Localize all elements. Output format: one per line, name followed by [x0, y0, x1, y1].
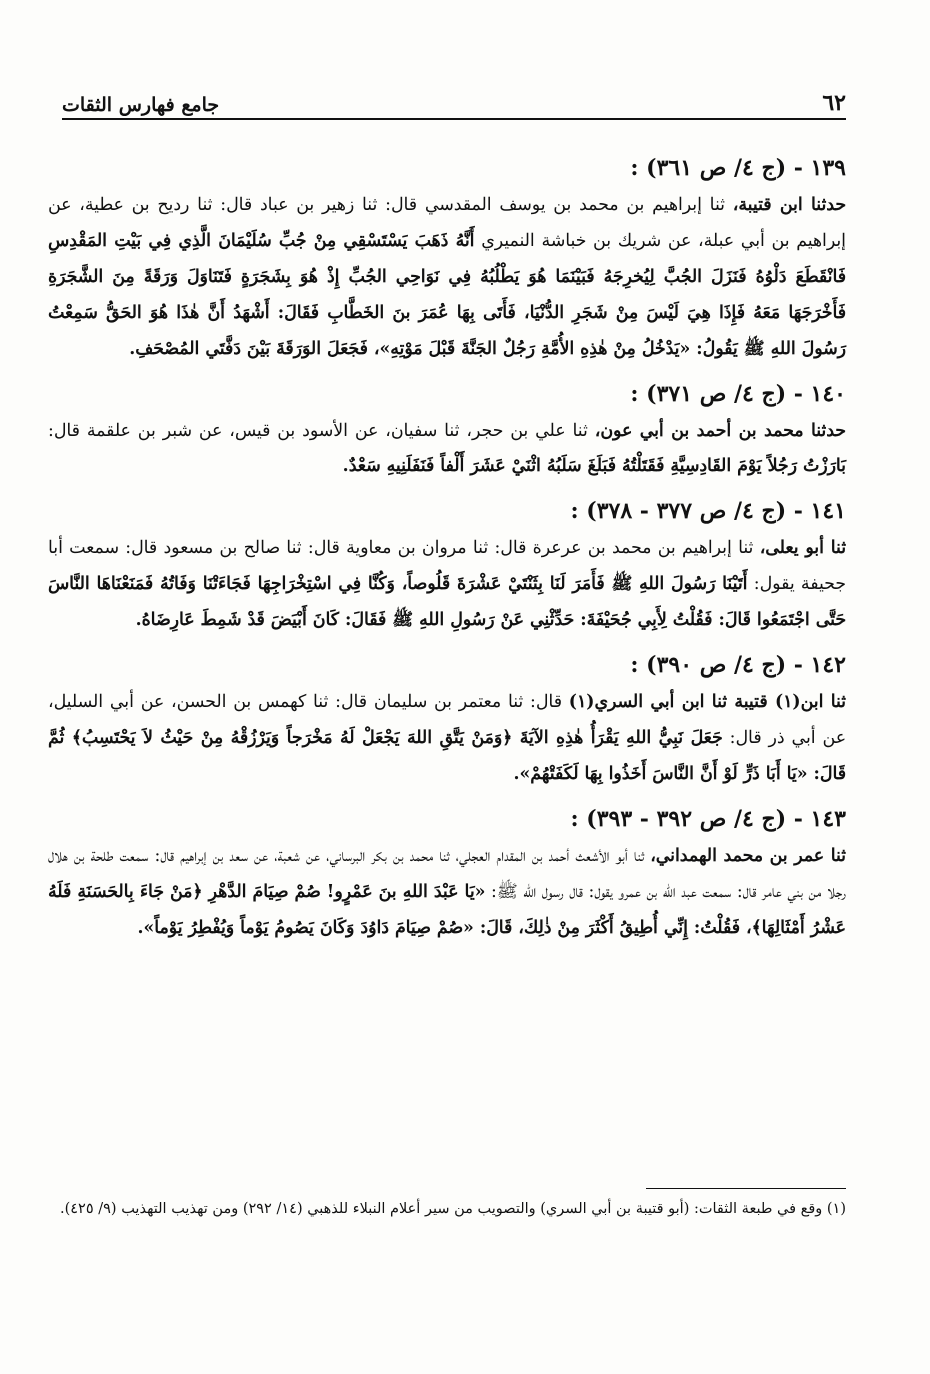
entry-142	[48, 645, 846, 793]
entry-isnad: ثنا إبراهيم بن محمد بن يوسف المقدسي قال: ثنا زهير بن عباد قال: ثنا رديح بن عطية، عن إبراهيم بن أبي عبلة، عن شريك بن خباشة النميري	[48, 195, 846, 251]
running-header	[62, 84, 846, 120]
entry-heading: ١٤٣ - (ج ٤/ ص ٣٩٢ - ٣٩٣) :	[570, 805, 846, 832]
entry-text	[48, 531, 846, 639]
entry-text	[48, 188, 846, 368]
entry-hadith: بَارَزْتُ رَجُلاً يَوْمَ القَادِسِيَّةِ فَقَتَلْتُهُ فَبَلَغَ سَلَبُهُ اثْنَيْ عَشَرَ أَلْفاً فَنَفَلَنِيهِ سَعْدٌ.	[342, 456, 846, 477]
page-content	[48, 148, 846, 953]
entry-141	[48, 491, 846, 639]
page-number: ٦٢	[822, 90, 846, 116]
entry-isnad: ثنا إبراهيم بن محمد بن عرعرة قال: ثنا مروان بن معاوية قال: ثنا صالح بن مسعود قال: سمعت أبا جحيفة يقول:	[48, 538, 846, 595]
running-title: جامع فهارس الثقات	[62, 94, 220, 116]
entry-text	[48, 839, 846, 947]
entry-heading: ١٤٠ - (ج ٤/ ص ٣٧١) :	[630, 380, 846, 407]
entry-heading: ١٤١ - (ج ٤/ ص ٣٧٧ - ٣٧٨) :	[570, 498, 846, 525]
entry-text	[48, 685, 846, 793]
entry-lead: ثنا أبو يعلى،	[759, 538, 847, 559]
entry-lead: ثنا ابن(١) قتيبة ثنا ابن أبي السري(١)	[568, 692, 846, 713]
entry-143	[48, 799, 846, 947]
entry-text	[48, 414, 846, 486]
entry-heading: ١٤٢ - (ج ٤/ ص ٣٩٠) :	[630, 652, 846, 679]
entry-hadith: أَنَّهُ ذَهَبَ يَسْتَسْقِي مِنْ جُبِّ سُلَيْمَانَ الَّذِي فِي بَيْتِ المَقْدِسِ فَانْقَطَعَ دَلْوُهُ فَنَزَلَ الجُبَّ لِيُخرِجَهُ فَبَيْنَمَا هُوَ يَطْلُبُهُ فِي نَوَاحِي الجُبِّ إِذْ هُوَ بِشَجَرَةٍ فَتَنَاوَلَ وَرَقَةً مِنَ الشَّجَرَةِ فَأَخْرَجَهَا مَعَهُ فَإِذَا هِيَ لَيْسَ مِنْ شَجَرِ الدُّنْيَا، فَأَتَى بِهَا عُمَرَ بنَ الخَطَّابِ فَقَالَ: أَشْهَدُ أَنَّ هٰذَا هُوَ الحَقُّ سَمِعْتُ رَسُولَ اللهِ ﷺ يَقُولُ: «يَدْخُلُ مِنْ هٰذِهِ الأُمَّةِ رَجُلٌ الجَنَّةَ قَبْلَ مَوْتِهِ»، فَجَعَلَ الوَرَقَةَ بَيْنَ دَفَّتَي المُصْحَفِ.	[48, 230, 846, 359]
entry-lead: حدثنا ابن قتيبة،	[732, 195, 847, 215]
entry-isnad: ثنا أبو الأشعث أحمد بن المقدام العجلي، ثنا محمد بن بكر البرساني، عن شعبة، عن سعد بن إبراهيم قال: سمعت طلحة بن هلال رجلا من بني عامر قال: سمعت عبد الله بن عمرو يقول: قال رسول الله ﷺ:	[48, 845, 846, 902]
entry-139	[48, 148, 846, 368]
footnote-divider	[646, 1188, 846, 1189]
entry-isnad: قال: ثنا معتمر بن سليمان قال: ثنا كهمس بن الحسن، عن أبي السليل، عن أبي ذر قال:	[48, 692, 847, 748]
entry-140	[48, 374, 846, 486]
entry-heading: ١٣٩ - (ج ٤/ ص ٣٦١) :	[630, 155, 846, 181]
entry-lead: حدثنا محمد بن أحمد بن أبي عون،	[594, 420, 846, 441]
entry-lead: ثنا عمر بن محمد الهمداني،	[650, 845, 846, 866]
footnote-1: (١) وقع في طبعة الثقات: (أبو قتيبة بن أبي السري) والتصويب من سير أعلام النبلاء للذهبي (١٤/ ٢٩٢) ومن تهذيب التهذيب (٩/ ٤٢٥).	[59, 1201, 846, 1217]
entry-hadith: أَتَيْنَا رَسُولَ اللهِ ﷺ فَأَمَرَ لَنَا بِثَنْتَيْ عَشْرَةَ قَلُوصاً، وَكُنَّا فِي اسْتِخْرَاجِهَا فَجَاءَتْنَا وَفَاتُهُ فَمَنَعْنَاهَا النَّاسَ حَتَّى اجْتَمَعُوا قَالَ: فَقُلْتُ لِأَبِي جُحَيْفَةَ: حَدِّثْنِي عَنْ رَسُولِ اللهِ ﷺ فَقَالَ: كَانَ أَبْيَضَ قَدْ شَمِطَ عَارِضَاهُ.	[48, 574, 846, 631]
entry-hadith: «يَا عَبْدَ اللهِ بنَ عَمْرٍو! صُمْ صِيَامَ الدَّهْرِ ﴿مَنْ جَاءَ بِالحَسَنَةِ فَلَهُ عَشْرُ أَمْثَالِهَا﴾، فَقُلْتُ: إِنِّي أُطِيقُ أَكْثَرَ مِنْ ذٰلِكَ، قَالَ: «صُمْ صِيَامَ دَاوُدَ وَكَانَ يَصُومُ يَوْماً وَيُفْطِرُ يَوْماً».	[48, 881, 846, 938]
entry-hadith: جَعَلَ نَبِيُّ اللهِ يَقْرَأُ هٰذِهِ الآيَةَ ﴿وَمَنْ يَتَّقِ اللهَ يَجْعَلْ لَهُ مَخْرَجاً وَيَرْزُقْهُ مِنْ حَيْثُ لاَ يَحْتَسِبُ﴾ ثُمَّ قَالَ: «يَا أَبَا ذَرٍّ لَوْ أَنَّ النَّاسَ أَخَذُوا بِهَا لَكَفَتْهُمْ».	[48, 727, 846, 784]
entry-isnad: ثنا علي بن حجر، ثنا سفيان، عن الأسود بن قيس، عن شبر بن علقمة قال:	[48, 420, 588, 441]
